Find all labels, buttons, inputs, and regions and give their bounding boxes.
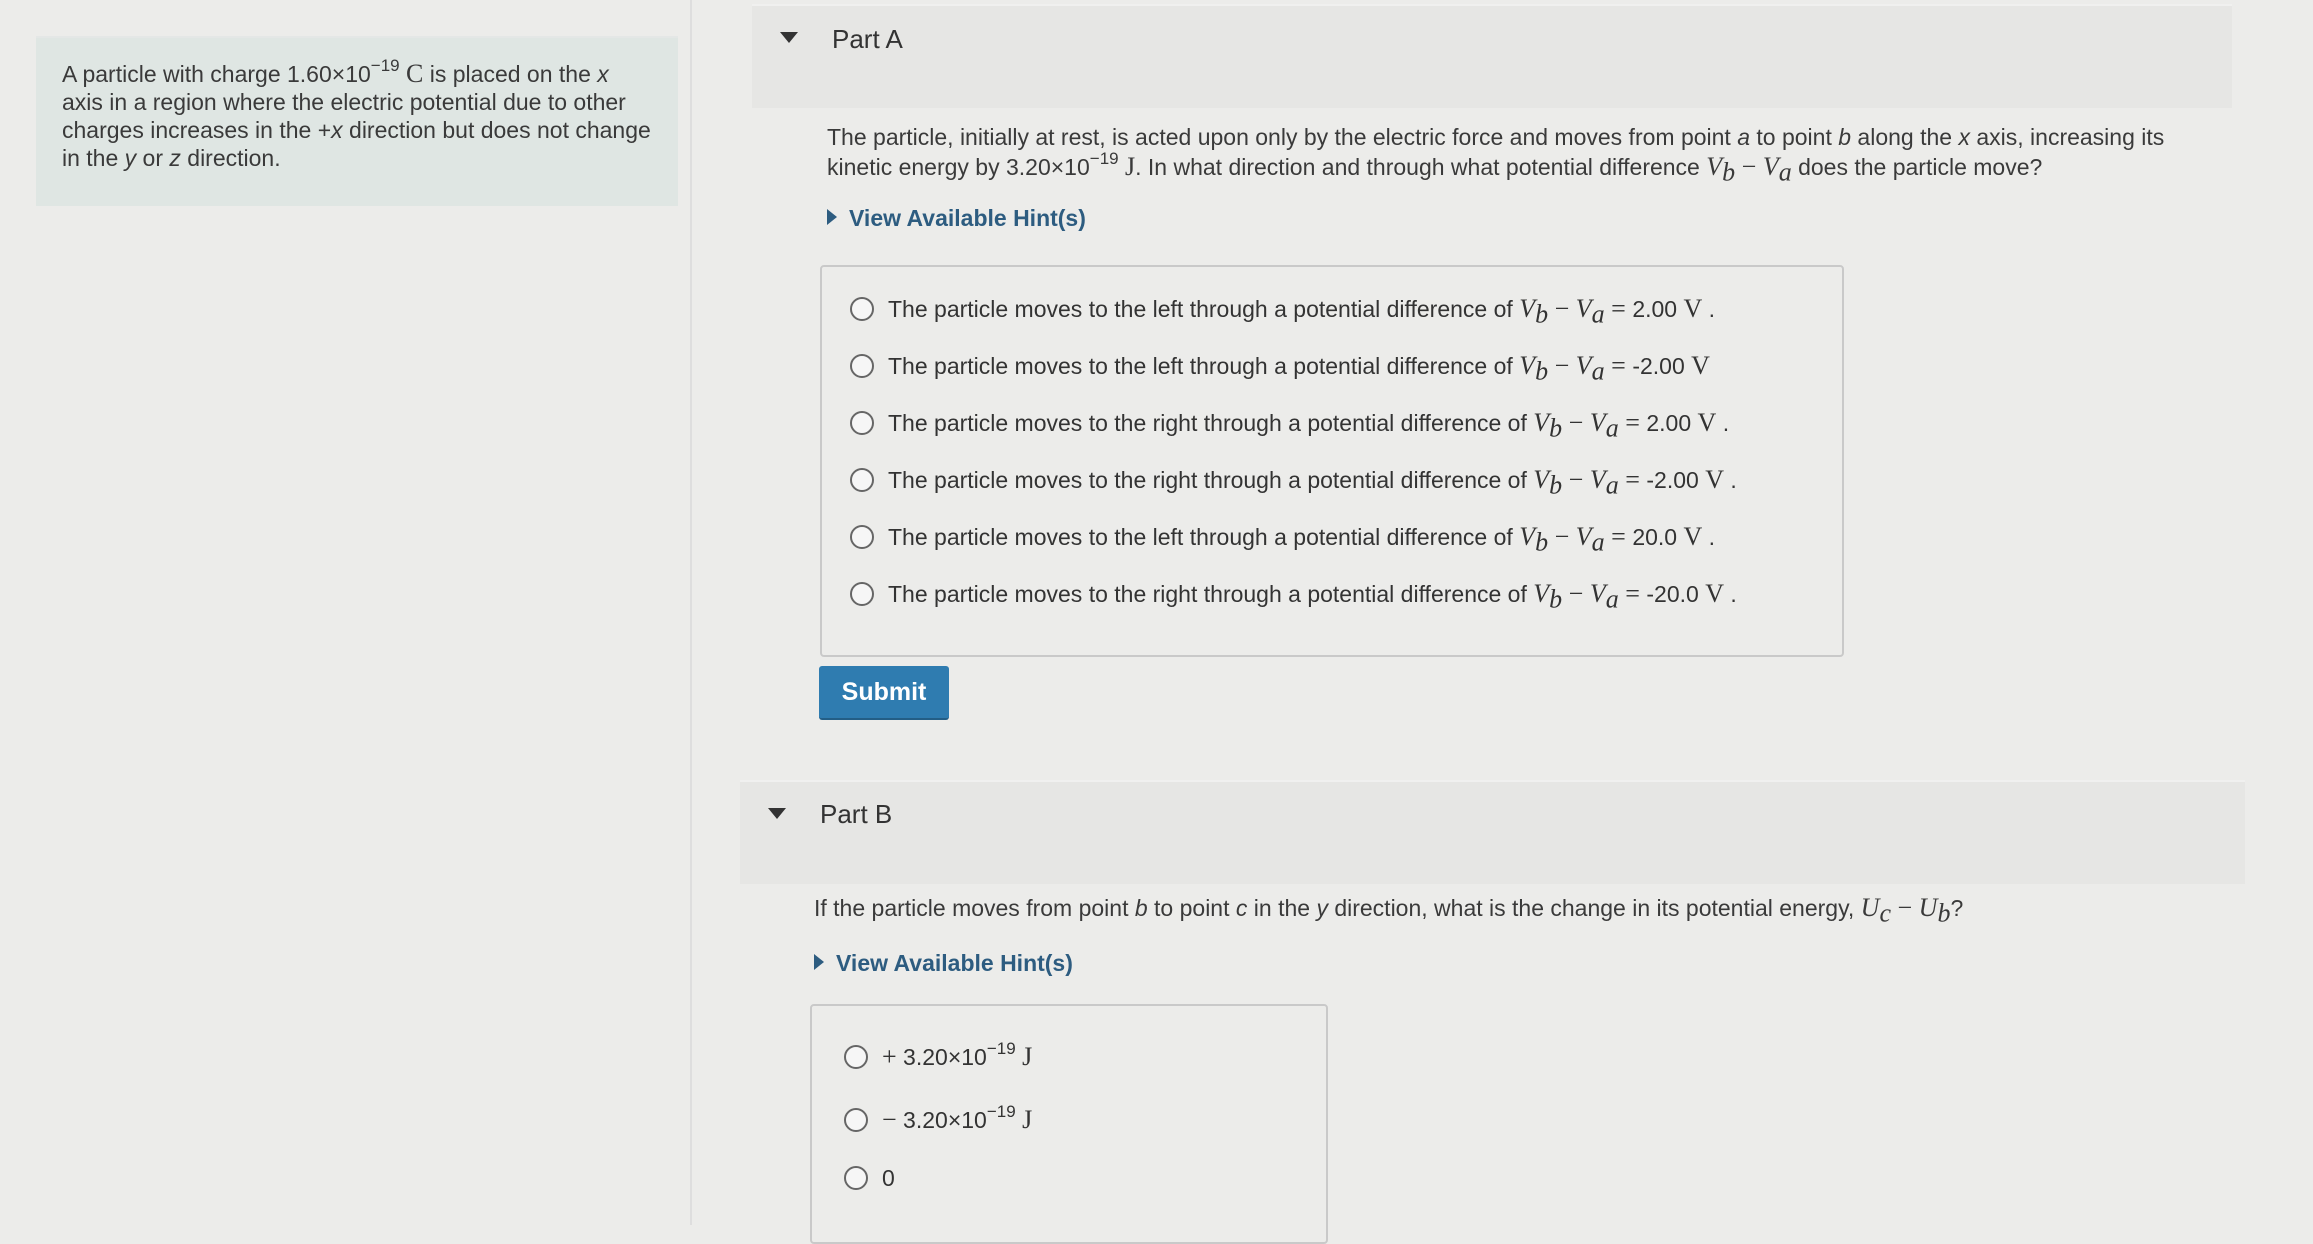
radio-button[interactable] <box>850 525 874 549</box>
part-b-hint-link[interactable]: View Available Hint(s) <box>814 950 1073 977</box>
expand-arrow-icon <box>814 954 824 970</box>
option-a1[interactable]: The particle moves to the left through a potential difference of $V_b - V_a = 2.00$ V . <box>850 294 1715 324</box>
radio-button[interactable] <box>850 411 874 435</box>
option-a2[interactable]: The particle moves to the left through a potential difference of $V_b - V_a = -2.00$ V <box>850 351 1710 381</box>
part-a-hint-link[interactable]: View Available Hint(s) <box>827 205 1086 232</box>
part-a-options <box>820 265 1844 657</box>
expand-arrow-icon <box>827 209 837 225</box>
radio-button[interactable] <box>850 354 874 378</box>
radio-button[interactable] <box>850 468 874 492</box>
option-a5[interactable]: The particle moves to the left through a potential difference of $V_b - V_a = 20.0$ V . <box>850 522 1715 552</box>
collapse-triangle-icon[interactable] <box>768 808 786 819</box>
part-b-header[interactable] <box>740 780 2245 884</box>
part-a-header[interactable] <box>752 4 2232 108</box>
radio-button[interactable] <box>844 1108 868 1132</box>
option-b1[interactable]: + $3.20\times 10^{-19}$ J <box>844 1042 1032 1072</box>
radio-button[interactable] <box>850 582 874 606</box>
option-a3[interactable]: The particle moves to the right through a potential difference of $V_b - V_a = 2.00$ V . <box>850 408 1729 438</box>
part-b-options <box>810 1004 1328 1244</box>
option-b2[interactable]: − $3.20\times 10^{-19}$ J <box>844 1105 1032 1135</box>
collapse-triangle-icon[interactable] <box>780 32 798 43</box>
option-a4[interactable]: The particle moves to the right through a potential difference of $V_b - V_a = -2.00$ V . <box>850 465 1737 495</box>
problem-statement: A particle with charge $1.60\times 10^{-19}$ C is placed on the x axis in a region where the electric potential due to other charges increases in the +x direction but does not change in the y or z direction. <box>36 36 678 206</box>
option-a6[interactable]: The particle moves to the right through a potential difference of $V_b - V_a = -20.0$ V . <box>850 579 1737 609</box>
radio-button[interactable] <box>844 1166 868 1190</box>
part-a-question: The particle, initially at rest, is acted upon only by the electric force and moves from point a to point b along the x axis, increasing its kinetic energy by $3.20\times 10^{-19}$ J. In what direction and through what potential difference $V_b - V_a$ does the particle move? <box>827 124 2165 187</box>
radio-button[interactable] <box>850 297 874 321</box>
part-b-title: Part B <box>820 799 893 829</box>
option-b3[interactable]: 0 <box>844 1165 895 1192</box>
radio-button[interactable] <box>844 1045 868 1069</box>
part-a-title: Part A <box>832 24 903 54</box>
column-divider <box>690 0 692 1225</box>
submit-button[interactable]: Submit <box>819 666 949 720</box>
part-b-question: If the particle moves from point b to point c in the y direction, what is the change in its potential energy, $U_c - U_b$? <box>814 893 1964 928</box>
